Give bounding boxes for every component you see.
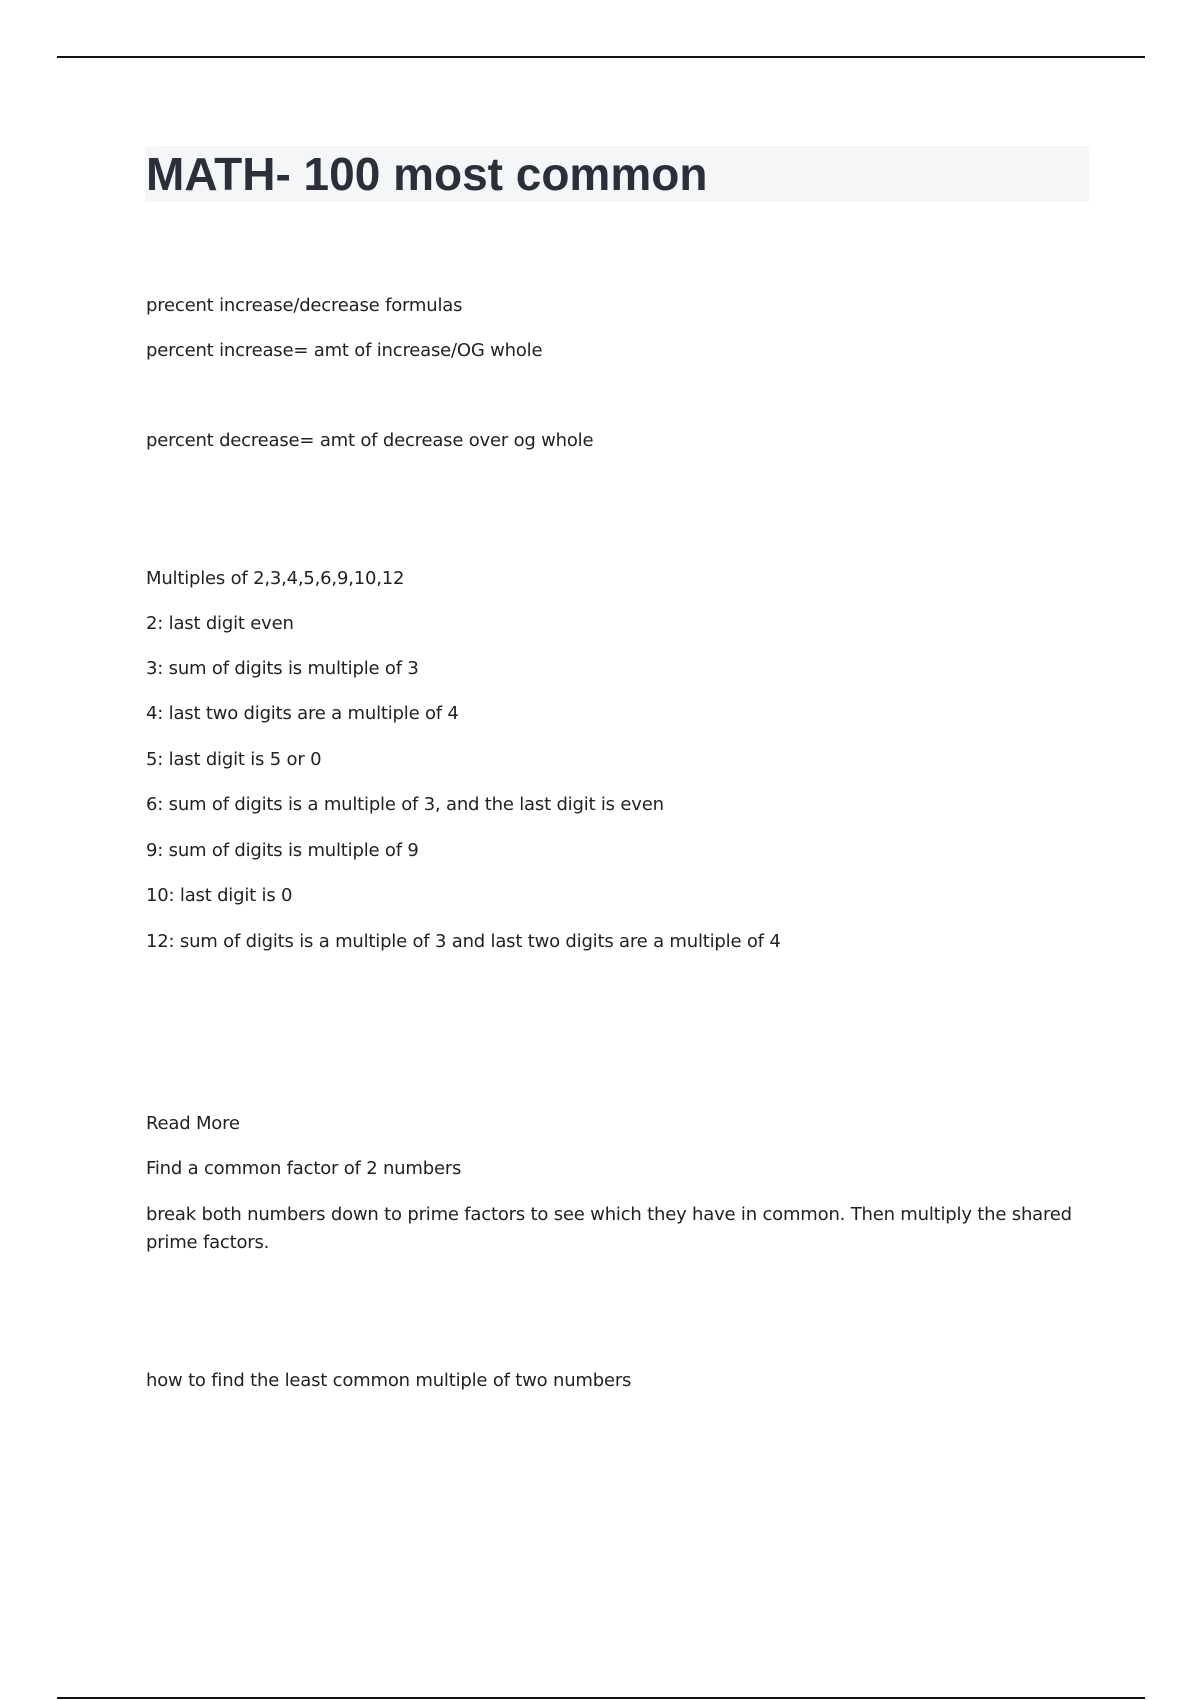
- definition-line: 6: sum of digits is a multiple of 3, and the last digit is even: [146, 794, 664, 815]
- bottom-divider: [57, 1697, 1145, 1699]
- term-percent-formulas: precent increase/decrease formulas: [146, 295, 463, 316]
- term-least-common-multiple: how to find the least common multiple of two numbers: [146, 1370, 632, 1391]
- definition-line: 2: last digit even: [146, 613, 294, 634]
- read-more-link[interactable]: Read More: [146, 1113, 240, 1134]
- definition-line: 5: last digit is 5 or 0: [146, 749, 322, 770]
- definition-line: percent decrease= amt of decrease over og whole: [146, 430, 594, 451]
- definition-line: 3: sum of digits is multiple of 3: [146, 658, 419, 679]
- definition-paragraph: break both numbers down to prime factors to see which they have in common. Then multiply the shared prime factors.: [146, 1204, 1072, 1253]
- term-multiples: Multiples of 2,3,4,5,6,9,10,12: [146, 568, 405, 589]
- definition-line: 4: last two digits are a multiple of 4: [146, 703, 459, 724]
- term-common-factor: Find a common factor of 2 numbers: [146, 1158, 462, 1179]
- definition-line: percent increase= amt of increase/OG whole: [146, 340, 543, 361]
- top-divider: [57, 56, 1145, 58]
- page-title: MATH- 100 most common: [146, 148, 708, 200]
- definition-line: 10: last digit is 0: [146, 885, 293, 906]
- definition-line: 9: sum of digits is multiple of 9: [146, 840, 419, 861]
- definition-line: 12: sum of digits is a multiple of 3 and last two digits are a multiple of 4: [146, 931, 781, 952]
